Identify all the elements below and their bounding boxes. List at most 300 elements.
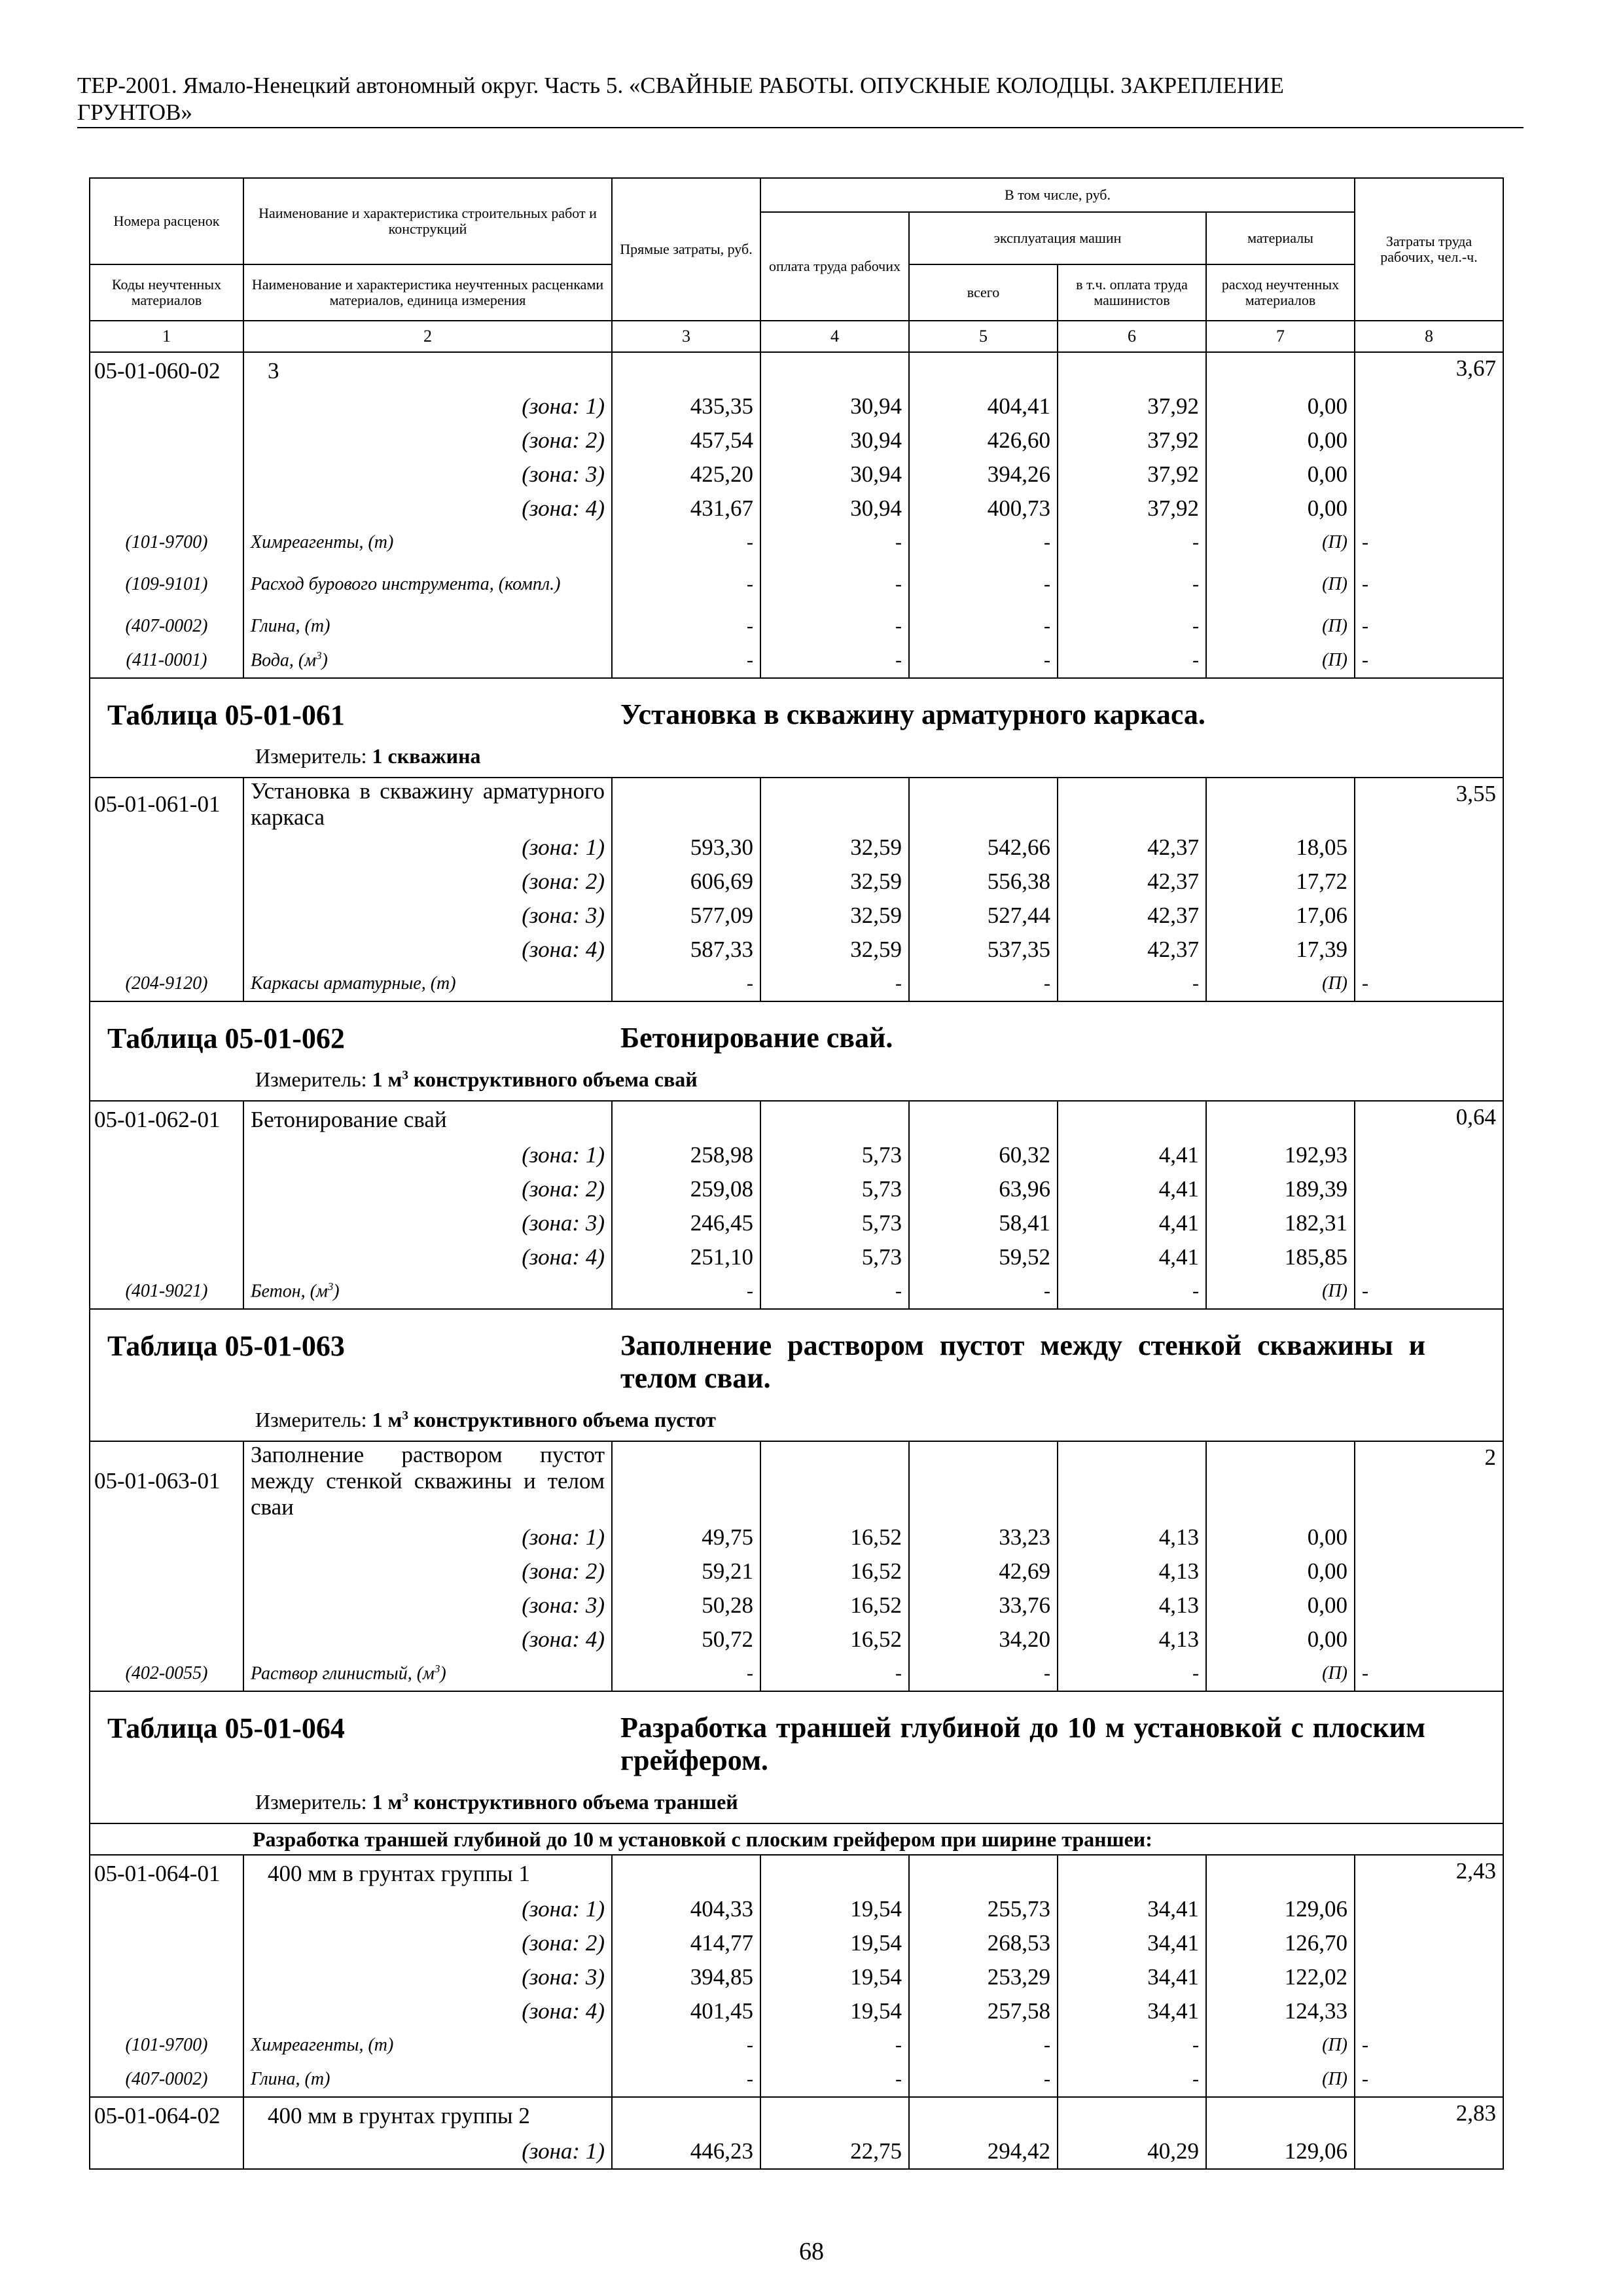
material-name: Расход бурового инструмента, (компл.) — [243, 560, 612, 609]
measurement-unit-value: 1 скважина — [372, 744, 481, 768]
zone-row — [90, 423, 1503, 457]
operator-wages: 42,37 — [1058, 899, 1206, 933]
operator-wages: 42,37 — [1058, 831, 1206, 865]
worker-wages: 30,94 — [760, 389, 909, 423]
table-heading: Разработка траншей глубиной до 10 м установкой с плоским грейфером. — [620, 1712, 1425, 1776]
empty-cell — [90, 1138, 243, 1172]
zone-row — [90, 1892, 1503, 1926]
material-code: (204-9120) — [90, 967, 243, 1001]
table-number: Таблица 05-01-062 — [107, 1022, 345, 1054]
empty-dash: - — [760, 526, 909, 560]
material-mark: (П) — [1206, 609, 1355, 643]
rate-name: Установка в скважину арматурного каркаса — [243, 778, 612, 831]
material-mark: (П) — [1206, 2062, 1355, 2097]
worker-wages: 30,94 — [760, 423, 909, 457]
operator-wages: 34,41 — [1058, 1960, 1206, 1994]
empty-cell — [90, 492, 243, 526]
direct-costs: 606,69 — [612, 865, 760, 899]
machine-costs: 63,96 — [909, 1172, 1058, 1206]
rate-row — [90, 1855, 1503, 1892]
worker-wages: 19,54 — [760, 1994, 909, 2028]
zone-label: (зона: 2) — [243, 865, 612, 899]
table-subtitle: Разработка траншей глубиной до 10 м установкой с плоским грейфером при ширине траншеи: — [90, 1823, 1503, 1855]
operator-wages: 40,29 — [1058, 2134, 1206, 2169]
measurement-unit-value: 1 $м^3$ конструктивного объема пустот — [372, 1408, 716, 1431]
header-rule — [77, 127, 1524, 128]
worker-wages: 5,73 — [760, 1138, 909, 1172]
worker-wages: 30,94 — [760, 457, 909, 492]
rate-row — [90, 778, 1503, 831]
col-wages-header: оплата труда рабочих — [760, 212, 909, 321]
operator-wages: 34,41 — [1058, 1926, 1206, 1960]
worker-wages: 32,59 — [760, 933, 909, 967]
material-mark: (П) — [1206, 560, 1355, 609]
material-costs: 192,93 — [1206, 1138, 1355, 1172]
worker-wages: 19,54 — [760, 1960, 909, 1994]
table-title-cell — [90, 1001, 1503, 1101]
direct-costs: 59,21 — [612, 1554, 760, 1588]
machine-costs: 33,23 — [909, 1520, 1058, 1554]
zone-row — [90, 492, 1503, 526]
empty-dash: - — [909, 643, 1058, 678]
zone-label: (зона: 1) — [243, 389, 612, 423]
table-title — [107, 1692, 1503, 1823]
zone-row — [90, 2134, 1503, 2169]
machine-costs: 527,44 — [909, 899, 1058, 933]
empty-cell — [612, 1855, 760, 1892]
empty-cell — [1355, 1138, 1503, 1172]
machine-costs: 400,73 — [909, 492, 1058, 526]
machine-costs: 394,26 — [909, 457, 1058, 492]
rate-code: 05-01-061-01 — [90, 778, 243, 831]
direct-costs: 49,75 — [612, 1520, 760, 1554]
zone-label: (зона: 3) — [243, 1588, 612, 1623]
worker-wages: 16,52 — [760, 1554, 909, 1588]
empty-dash: - — [612, 967, 760, 1001]
table-number: Таблица 05-01-061 — [107, 699, 345, 731]
machine-costs: 542,66 — [909, 831, 1058, 865]
machine-costs: 268,53 — [909, 1926, 1058, 1960]
empty-dash: - — [760, 1274, 909, 1309]
worker-wages: 16,52 — [760, 1520, 909, 1554]
col-machines-total-header: всего — [909, 264, 1058, 321]
empty-cell — [1355, 865, 1503, 899]
empty-cell — [909, 778, 1058, 831]
table-title-cell — [90, 1309, 1503, 1441]
empty-dash: - — [909, 967, 1058, 1001]
measurement-unit-value: 1 $м^3$ конструктивного объема траншей — [372, 1790, 738, 1814]
empty-dash: - — [1058, 1274, 1206, 1309]
empty-dash: - — [1058, 2062, 1206, 2097]
material-name: Химреагенты, (т) — [243, 526, 612, 560]
zone-row — [90, 1206, 1503, 1240]
machine-costs: 33,76 — [909, 1588, 1058, 1623]
material-costs: 189,39 — [1206, 1172, 1355, 1206]
empty-cell — [1355, 1588, 1503, 1623]
empty-dash: - — [612, 609, 760, 643]
zone-label: (зона: 4) — [243, 1623, 612, 1657]
zone-row — [90, 1172, 1503, 1206]
empty-cell — [909, 2097, 1058, 2134]
empty-cell — [612, 1101, 760, 1138]
worker-wages: 5,73 — [760, 1206, 909, 1240]
direct-costs: 435,35 — [612, 389, 760, 423]
labor-cost: 3,67 — [1355, 352, 1503, 389]
col-index-8: 8 — [1355, 321, 1503, 352]
zone-row — [90, 865, 1503, 899]
empty-dash: - — [760, 2062, 909, 2097]
col-work-name-header: Наименование и характеристика строительных работ и конструкций — [243, 178, 612, 264]
table-title-row — [90, 678, 1503, 778]
direct-costs: 246,45 — [612, 1206, 760, 1240]
machine-costs: 60,32 — [909, 1138, 1058, 1172]
material-costs: 0,00 — [1206, 1520, 1355, 1554]
material-name: Глина, (т) — [243, 2062, 612, 2097]
operator-wages: 4,41 — [1058, 1206, 1206, 1240]
worker-wages: 32,59 — [760, 865, 909, 899]
operator-wages: 4,41 — [1058, 1138, 1206, 1172]
direct-costs: 251,10 — [612, 1240, 760, 1274]
material-costs: 124,33 — [1206, 1994, 1355, 2028]
zone-label: (зона: 3) — [243, 457, 612, 492]
labor-cost: 0,64 — [1355, 1101, 1503, 1138]
empty-cell — [90, 1240, 243, 1274]
direct-costs: 50,28 — [612, 1588, 760, 1623]
empty-cell — [1355, 1520, 1503, 1554]
table-number: Таблица 05-01-064 — [107, 1712, 345, 1744]
rate-name: 400 мм в грунтах группы 1 — [243, 1855, 612, 1892]
material-mark: (П) — [1206, 967, 1355, 1001]
direct-costs: 425,20 — [612, 457, 760, 492]
empty-dash: - — [760, 560, 909, 609]
table-heading: Установка в скважину арматурного каркаса. — [620, 698, 1205, 730]
direct-costs: 457,54 — [612, 423, 760, 457]
operator-wages: 4,13 — [1058, 1520, 1206, 1554]
empty-cell — [1058, 352, 1206, 389]
empty-cell — [1355, 389, 1503, 423]
col-material-names-header: Наименование и характеристика неучтенных расценками материалов, единица измерения — [243, 264, 612, 321]
rate-name: Бетонирование свай — [243, 1101, 612, 1138]
zone-row — [90, 1588, 1503, 1623]
material-costs: 18,05 — [1206, 831, 1355, 865]
zone-label: (зона: 3) — [243, 899, 612, 933]
subtitle-row — [90, 1823, 1503, 1855]
empty-cell — [90, 1520, 243, 1554]
zone-label: (зона: 1) — [243, 1520, 612, 1554]
material-costs: 17,39 — [1206, 933, 1355, 967]
empty-cell — [1355, 457, 1503, 492]
operator-wages: 37,92 — [1058, 389, 1206, 423]
table-title-row — [90, 1001, 1503, 1101]
empty-cell — [1355, 1994, 1503, 2028]
material-row — [90, 609, 1503, 643]
operator-wages: 4,13 — [1058, 1623, 1206, 1657]
zone-row — [90, 389, 1503, 423]
zone-row — [90, 1520, 1503, 1554]
empty-cell — [1206, 2097, 1355, 2134]
material-name: Каркасы арматурные, (т) — [243, 967, 612, 1001]
operator-wages: 34,41 — [1058, 1892, 1206, 1926]
empty-dash: - — [909, 2062, 1058, 2097]
material-code: (401-9021) — [90, 1274, 243, 1309]
rate-row — [90, 1101, 1503, 1138]
zone-row — [90, 1994, 1503, 2028]
material-code: (407-0002) — [90, 2062, 243, 2097]
machine-costs: 253,29 — [909, 1960, 1058, 1994]
rate-name: 3 — [243, 352, 612, 389]
material-code: (101-9700) — [90, 526, 243, 560]
col-machines-header: эксплуатация машин — [909, 212, 1206, 264]
direct-costs: 446,23 — [612, 2134, 760, 2169]
machine-costs: 404,41 — [909, 389, 1058, 423]
rate-code: 05-01-064-02 — [90, 2097, 243, 2134]
empty-dash: - — [1058, 643, 1206, 678]
empty-cell — [1058, 1101, 1206, 1138]
page-header — [77, 72, 1524, 126]
material-costs: 0,00 — [1206, 492, 1355, 526]
empty-cell — [909, 1855, 1058, 1892]
rate-name: 400 мм в грунтах группы 2 — [243, 2097, 612, 2134]
table-title — [107, 679, 1503, 777]
labor-cost: 2,43 — [1355, 1855, 1503, 1892]
rate-code: 05-01-062-01 — [90, 1101, 243, 1138]
material-costs: 126,70 — [1206, 1926, 1355, 1960]
worker-wages: 16,52 — [760, 1623, 909, 1657]
material-row — [90, 526, 1503, 560]
empty-dash: - — [1355, 2028, 1503, 2062]
operator-wages: 42,37 — [1058, 865, 1206, 899]
empty-cell — [760, 1855, 909, 1892]
zone-label: (зона: 1) — [243, 1138, 612, 1172]
empty-dash: - — [1058, 1657, 1206, 1691]
empty-cell — [90, 899, 243, 933]
empty-dash: - — [1058, 967, 1206, 1001]
empty-dash: - — [1355, 1657, 1503, 1691]
empty-cell — [90, 423, 243, 457]
empty-dash: - — [909, 526, 1058, 560]
empty-dash: - — [1058, 609, 1206, 643]
zone-label: (зона: 2) — [243, 423, 612, 457]
empty-cell — [1355, 2134, 1503, 2169]
empty-dash: - — [1355, 1274, 1503, 1309]
empty-dash: - — [612, 2062, 760, 2097]
material-mark: (П) — [1206, 526, 1355, 560]
operator-wages: 4,41 — [1058, 1240, 1206, 1274]
zone-label: (зона: 1) — [243, 831, 612, 865]
col-unaccounted-materials-header: расход неучтенных материалов — [1206, 264, 1355, 321]
empty-dash: - — [612, 560, 760, 609]
col-index-1: 1 — [90, 321, 243, 352]
direct-costs: 258,98 — [612, 1138, 760, 1172]
empty-cell — [90, 1588, 243, 1623]
empty-dash: - — [1355, 2062, 1503, 2097]
col-labor-header: Затраты труда рабочих, чел.-ч. — [1355, 178, 1503, 321]
machine-costs: 426,60 — [909, 423, 1058, 457]
zone-label: (зона: 1) — [243, 1892, 612, 1926]
zone-label: (зона: 2) — [243, 1172, 612, 1206]
empty-cell — [612, 1441, 760, 1520]
worker-wages: 5,73 — [760, 1240, 909, 1274]
empty-cell — [1058, 1441, 1206, 1520]
rate-code: 05-01-063-01 — [90, 1441, 243, 1520]
rate-row — [90, 352, 1503, 389]
empty-cell — [909, 352, 1058, 389]
material-row — [90, 967, 1503, 1001]
rate-name: Заполнение раствором пустот между стенкой скважины и телом сваи — [243, 1441, 612, 1520]
material-costs: 0,00 — [1206, 423, 1355, 457]
empty-dash: - — [909, 1274, 1058, 1309]
col-index-5: 5 — [909, 321, 1058, 352]
empty-cell — [1355, 1172, 1503, 1206]
material-code: (402-0055) — [90, 1657, 243, 1691]
empty-cell — [90, 1172, 243, 1206]
empty-cell — [90, 933, 243, 967]
table-title — [107, 1310, 1503, 1441]
machine-costs: 34,20 — [909, 1623, 1058, 1657]
empty-cell — [612, 2097, 760, 2134]
header-line-2: ГРУНТОВ» — [77, 99, 192, 125]
material-name: Раствор глинистый, $(м^3)$ — [243, 1657, 612, 1691]
measurement-unit-label: Измеритель: — [255, 1408, 367, 1431]
zone-label: (зона: 3) — [243, 1960, 612, 1994]
material-mark: (П) — [1206, 643, 1355, 678]
empty-dash: - — [909, 609, 1058, 643]
empty-cell — [760, 1441, 909, 1520]
material-mark: (П) — [1206, 1274, 1355, 1309]
worker-wages: 30,94 — [760, 492, 909, 526]
direct-costs: 259,08 — [612, 1172, 760, 1206]
material-costs: 182,31 — [1206, 1206, 1355, 1240]
empty-cell — [760, 352, 909, 389]
empty-cell — [1058, 2097, 1206, 2134]
col-operators-wages-header: в т.ч. оплата труда машинистов — [1058, 264, 1206, 321]
direct-costs: 577,09 — [612, 899, 760, 933]
col-index-7: 7 — [1206, 321, 1355, 352]
empty-cell — [90, 1926, 243, 1960]
machine-costs: 59,52 — [909, 1240, 1058, 1274]
table-title-row — [90, 1691, 1503, 1823]
table-number: Таблица 05-01-063 — [107, 1330, 345, 1362]
empty-cell — [1355, 1623, 1503, 1657]
material-costs: 17,72 — [1206, 865, 1355, 899]
material-row — [90, 560, 1503, 609]
machine-costs: 294,42 — [909, 2134, 1058, 2169]
empty-cell — [909, 1101, 1058, 1138]
empty-cell — [90, 1994, 243, 2028]
direct-costs: 394,85 — [612, 1960, 760, 1994]
zone-row — [90, 1926, 1503, 1960]
direct-costs: 50,72 — [612, 1623, 760, 1657]
page-number: 68 — [799, 2238, 824, 2265]
rate-row — [90, 1441, 1503, 1520]
empty-cell — [760, 2097, 909, 2134]
empty-cell — [90, 1206, 243, 1240]
operator-wages: 37,92 — [1058, 457, 1206, 492]
empty-cell — [1206, 1441, 1355, 1520]
empty-dash: - — [909, 1657, 1058, 1691]
empty-dash: - — [1355, 609, 1503, 643]
material-costs: 0,00 — [1206, 457, 1355, 492]
table-heading: Заполнение раствором пустот между стенкой скважины и телом сваи. — [620, 1329, 1425, 1394]
empty-cell — [90, 2134, 243, 2169]
empty-dash: - — [1058, 560, 1206, 609]
labor-cost: 3,55 — [1355, 778, 1503, 831]
zone-label: (зона: 4) — [243, 1994, 612, 2028]
operator-wages: 42,37 — [1058, 933, 1206, 967]
empty-cell — [1355, 1554, 1503, 1588]
machine-costs: 58,41 — [909, 1206, 1058, 1240]
material-costs: 129,06 — [1206, 2134, 1355, 2169]
header-index-row — [90, 321, 1503, 352]
empty-dash: - — [1355, 526, 1503, 560]
empty-cell — [612, 778, 760, 831]
header-row-1 — [90, 178, 1503, 212]
material-code: (101-9700) — [90, 2028, 243, 2062]
operator-wages: 34,41 — [1058, 1994, 1206, 2028]
material-name: Бетон, $(м^3)$ — [243, 1274, 612, 1309]
rates-table — [89, 177, 1504, 2170]
empty-dash: - — [760, 967, 909, 1001]
measurement-unit-label: Измеритель: — [255, 1790, 367, 1814]
empty-dash: - — [612, 526, 760, 560]
empty-cell — [612, 352, 760, 389]
col-including-header: В том числе, руб. — [760, 178, 1355, 212]
zone-row — [90, 899, 1503, 933]
empty-cell — [1355, 933, 1503, 967]
material-costs: 0,00 — [1206, 1588, 1355, 1623]
empty-cell — [1355, 899, 1503, 933]
empty-dash: - — [1355, 967, 1503, 1001]
zone-row — [90, 1240, 1503, 1274]
empty-dash: - — [1355, 643, 1503, 678]
empty-cell — [1355, 1206, 1503, 1240]
empty-cell — [90, 389, 243, 423]
machine-costs: 537,35 — [909, 933, 1058, 967]
material-row — [90, 2062, 1503, 2097]
material-name: Химреагенты, (т) — [243, 2028, 612, 2062]
machine-costs: 255,73 — [909, 1892, 1058, 1926]
empty-cell — [90, 1960, 243, 1994]
material-row — [90, 1657, 1503, 1691]
material-row — [90, 643, 1503, 678]
material-mark: (П) — [1206, 2028, 1355, 2062]
material-name: Глина, (т) — [243, 609, 612, 643]
col-materials-header: материалы — [1206, 212, 1355, 264]
material-code: (109-9101) — [90, 560, 243, 609]
zone-label: (зона: 2) — [243, 1926, 612, 1960]
material-costs: 185,85 — [1206, 1240, 1355, 1274]
header-line-1: ТЕР-2001. Ямало-Ненецкий автономный округ. Часть 5. «СВАЙНЫЕ РАБОТЫ. ОПУСКНЫЕ КОЛОДЦЫ. ЗАКРЕПЛЕНИЕ — [77, 73, 1284, 98]
material-costs: 122,02 — [1206, 1960, 1355, 1994]
material-row — [90, 1274, 1503, 1309]
material-costs: 17,06 — [1206, 899, 1355, 933]
empty-cell — [90, 865, 243, 899]
empty-dash: - — [612, 2028, 760, 2062]
col-index-4: 4 — [760, 321, 909, 352]
labor-cost: 2 — [1355, 1441, 1503, 1520]
worker-wages: 19,54 — [760, 1892, 909, 1926]
empty-dash: - — [909, 560, 1058, 609]
zone-row — [90, 1623, 1503, 1657]
empty-cell — [1206, 352, 1355, 389]
rate-code: 05-01-060-02 — [90, 352, 243, 389]
empty-cell — [90, 1623, 243, 1657]
worker-wages: 5,73 — [760, 1172, 909, 1206]
empty-cell — [90, 457, 243, 492]
machine-costs: 556,38 — [909, 865, 1058, 899]
col-material-codes-header: Коды неучтенных материалов — [90, 264, 243, 321]
table-title-row — [90, 1309, 1503, 1441]
